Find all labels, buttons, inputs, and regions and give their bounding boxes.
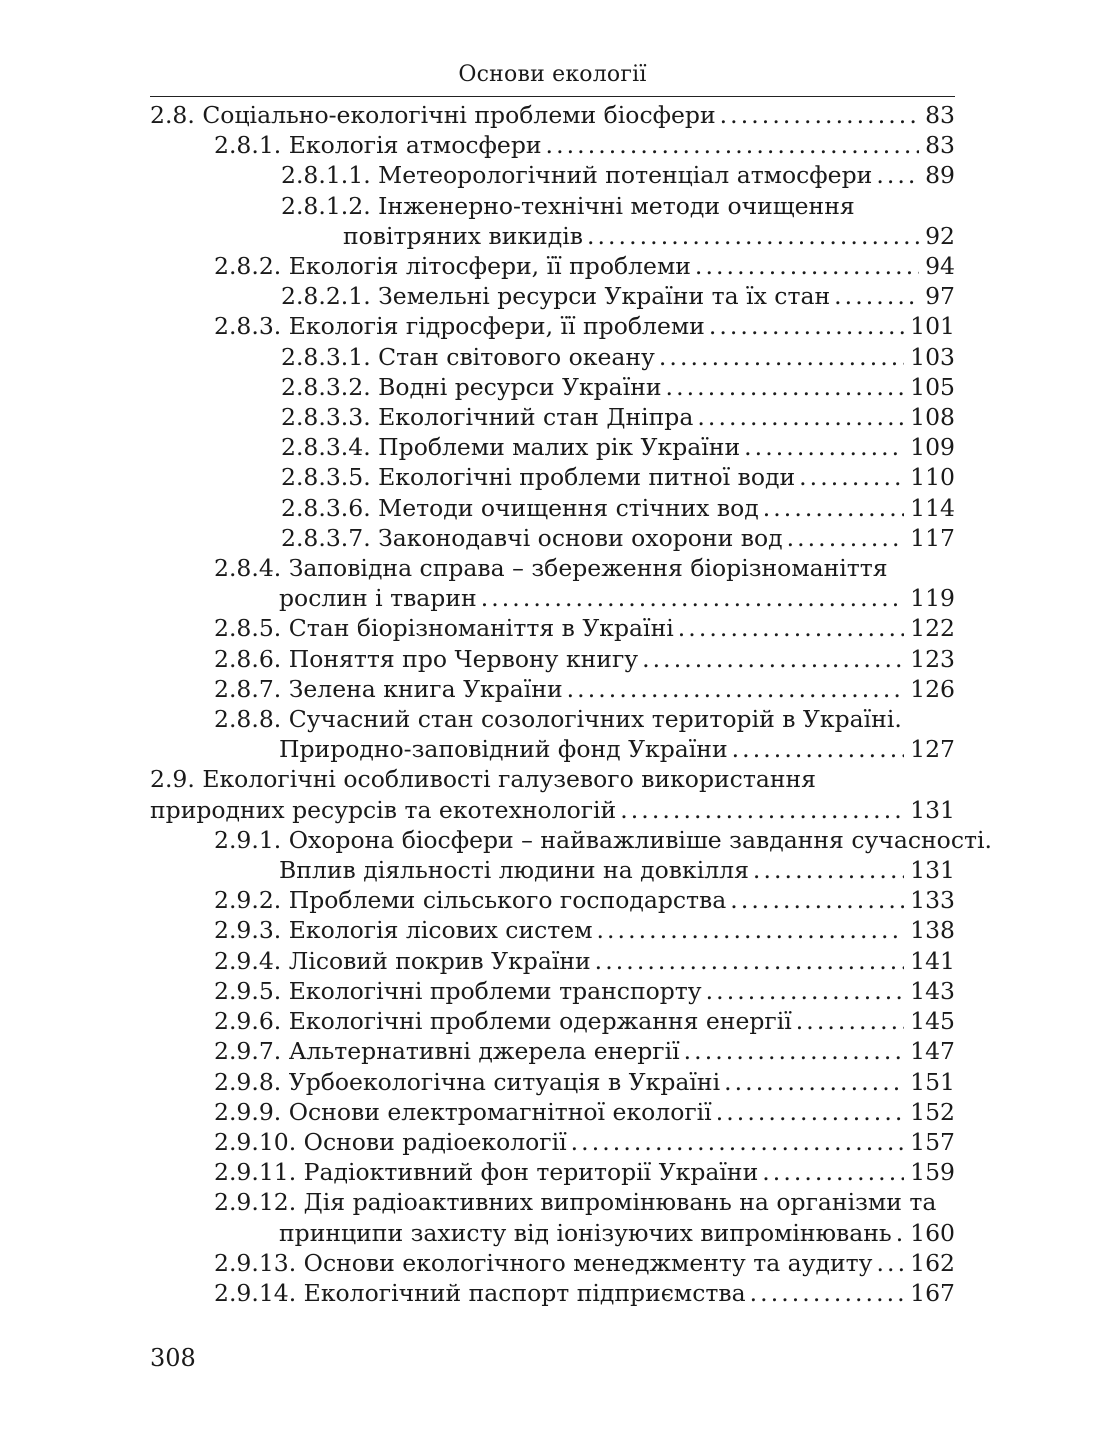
toc-entry	[150, 1006, 955, 1036]
toc-entry-title: 2.9.2. Проблеми сільського господарства	[214, 886, 727, 915]
toc-page-number: 131	[910, 856, 955, 885]
toc-entry	[150, 644, 955, 674]
toc-page-number: 159	[910, 1158, 955, 1187]
toc-page-number: 127	[910, 735, 955, 764]
toc-entry-title: 2.8.1.2. Інженерно-технічні методи очищення	[281, 191, 855, 220]
dot-leader	[876, 1248, 904, 1278]
toc-entry	[150, 946, 955, 976]
dot-leader	[481, 583, 904, 613]
dot-leader	[799, 462, 904, 492]
toc-entry-title: 2.8.3.6. Методи очищення стічних вод	[281, 493, 759, 522]
dot-leader	[896, 1218, 904, 1248]
dot-leader	[744, 432, 904, 462]
toc-page-number: 167	[910, 1278, 955, 1307]
toc-entry-title: 2.8.5. Стан біорізноманіття в Україні	[214, 614, 674, 643]
toc-entry-title: 2.9.14. Екологічний паспорт підприємства	[214, 1278, 746, 1307]
toc-entry	[150, 764, 955, 794]
toc-entry	[150, 704, 955, 734]
toc-entry	[150, 1248, 955, 1278]
toc-entry	[150, 915, 955, 945]
toc-page-number: 123	[910, 644, 955, 673]
toc-entry	[150, 342, 955, 372]
dot-leader	[730, 885, 904, 915]
toc-entry-continuation	[150, 795, 955, 825]
dot-leader	[796, 1006, 904, 1036]
toc-page-number: 94	[925, 252, 955, 281]
dot-leader	[834, 281, 919, 311]
toc-page-number: 151	[910, 1067, 955, 1096]
dot-leader	[720, 100, 919, 130]
table-of-contents	[150, 100, 992, 1308]
running-header: Основи екології	[458, 62, 647, 87]
toc-entry-continuation	[150, 855, 955, 885]
toc-entry-title: 2.8.3. Екологія гідросфери, її проблеми	[214, 312, 705, 341]
toc-entry	[150, 493, 955, 523]
toc-page-number: 101	[910, 312, 955, 341]
dot-leader	[684, 1036, 905, 1066]
toc-entry-title: 2.8.3.4. Проблеми малих рік України	[281, 433, 741, 462]
toc-entry-title: 2.9.11. Радіоктивний фон території України	[214, 1158, 759, 1187]
toc-entry-title-continuation: Вплив діяльності людини на довкілля	[279, 856, 749, 885]
toc-page-number: 89	[925, 161, 955, 190]
dot-leader	[706, 976, 905, 1006]
toc-entry	[150, 100, 955, 130]
toc-entry-title: 2.9.6. Екологічні проблеми одержання енергії	[214, 1007, 792, 1036]
toc-entry	[150, 432, 955, 462]
toc-entry-continuation	[150, 221, 955, 251]
dot-leader	[546, 130, 920, 160]
dot-leader	[697, 402, 904, 432]
dot-leader	[750, 1278, 905, 1308]
dot-leader	[659, 342, 904, 372]
toc-entry	[150, 825, 992, 855]
toc-entry-title: 2.9.13. Основи екологічного менеджменту та аудиту	[214, 1248, 873, 1277]
toc-page-number: 147	[910, 1037, 955, 1066]
toc-entry-continuation	[150, 1218, 955, 1248]
dot-leader	[596, 915, 904, 945]
toc-entry	[150, 976, 955, 1006]
toc-entry-title-continuation: Природно-заповідний фонд України	[279, 735, 728, 764]
toc-entry	[150, 1157, 955, 1187]
toc-page-number: 145	[910, 1007, 955, 1036]
toc-page-number: 83	[925, 131, 955, 160]
toc-entry-title: 2.9.7. Альтернативні джерела енергії	[214, 1037, 680, 1066]
toc-entry-title: 2.9.1. Охорона біосфери – найважливіше завдання сучасності.	[214, 825, 992, 854]
toc-entry	[150, 674, 955, 704]
toc-entry	[150, 372, 955, 402]
toc-entry-title: 2.9. Екологічні особливості галузевого використання	[150, 765, 816, 794]
toc-entry-title: 2.8.1.1. Метеорологічний потенціал атмосфери	[281, 161, 873, 190]
toc-page-number: 119	[910, 584, 955, 613]
toc-entry	[150, 885, 955, 915]
toc-page-number: 122	[910, 614, 955, 643]
toc-page-number: 157	[910, 1127, 955, 1156]
toc-page-number: 160	[910, 1218, 955, 1247]
dot-leader	[716, 1097, 904, 1127]
toc-entry	[150, 462, 955, 492]
dot-leader	[787, 523, 905, 553]
header-rule	[150, 96, 955, 97]
toc-entry	[150, 1067, 955, 1097]
toc-entry-title: 2.9.10. Основи радіоекології	[214, 1127, 567, 1156]
toc-entry	[150, 160, 955, 190]
toc-entry	[150, 1187, 955, 1217]
toc-entry-continuation	[150, 734, 955, 764]
toc-page-number: 152	[910, 1097, 955, 1126]
toc-page-number: 138	[910, 916, 955, 945]
toc-page-number: 114	[910, 493, 955, 522]
toc-entry	[150, 1036, 955, 1066]
toc-entry-title: 2.8.3.7. Законодавчі основи охорони вод	[281, 523, 783, 552]
toc-entry-title-continuation: принципи захисту від іонізуючих випромінювань	[279, 1218, 892, 1247]
toc-page-number: 103	[910, 342, 955, 371]
toc-entry-title: 2.8.8. Сучасний стан созологічних територій в Україні.	[214, 705, 902, 734]
toc-entry-title: 2.8.2. Екологія літосфери, її проблеми	[214, 252, 691, 281]
toc-entry-title: 2.8.6. Поняття про Червону книгу	[214, 644, 639, 673]
dot-leader	[695, 251, 919, 281]
toc-entry-title: 2.8.3.2. Водні ресурси України	[281, 372, 662, 401]
toc-page-number: 143	[910, 976, 955, 1005]
toc-entry	[150, 402, 955, 432]
toc-page-number: 117	[910, 523, 955, 552]
dot-leader	[709, 311, 904, 341]
toc-entry-title: 2.8.3.5. Екологічні проблеми питної води	[281, 463, 796, 492]
toc-entry-title: 2.8.3.1. Стан світового океану	[281, 342, 655, 371]
dot-leader	[642, 644, 904, 674]
toc-page-number: 110	[910, 463, 955, 492]
toc-entry-title-continuation: рослин і тварин	[279, 584, 477, 613]
toc-page-number: 83	[925, 101, 955, 129]
toc-entry-title: 2.9.8. Урбоекологічна ситуація в Україні	[214, 1067, 721, 1096]
dot-leader	[724, 1067, 904, 1097]
page-number: 308	[150, 1344, 196, 1372]
toc-entry-title: 2.9.3. Екологія лісових систем	[214, 916, 593, 945]
toc-page-number: 141	[910, 946, 955, 975]
toc-page-number: 131	[910, 795, 955, 824]
toc-entry	[150, 191, 955, 221]
toc-entry-title-continuation: повітряних викидів	[343, 221, 583, 250]
toc-entry	[150, 281, 955, 311]
toc-entry-title-continuation: природних ресурсів та екотехнологій	[150, 795, 617, 824]
dot-leader	[732, 734, 905, 764]
toc-page-number: 126	[910, 674, 955, 703]
toc-entry-title: 2.8.7. Зелена книга України	[214, 674, 563, 703]
dot-leader	[666, 372, 905, 402]
toc-entry	[150, 1278, 955, 1308]
toc-page-number: 109	[910, 433, 955, 462]
toc-entry-title: 2.8.3.3. Екологічний стан Дніпра	[281, 403, 694, 432]
toc-entry	[150, 613, 955, 643]
toc-page-number: 97	[925, 282, 955, 311]
toc-entry-title: 2.9.4. Лісовий покрив України	[214, 946, 591, 975]
toc-entry-title: 2.9.12. Дія радіоактивних випромінювань на організми та	[214, 1188, 937, 1217]
dot-leader	[762, 1157, 904, 1187]
toc-entry	[150, 130, 955, 160]
toc-entry	[150, 1097, 955, 1127]
dot-leader	[763, 493, 904, 523]
toc-entry	[150, 1127, 955, 1157]
toc-page-number: 162	[910, 1248, 955, 1277]
toc-entry	[150, 311, 955, 341]
dot-leader	[595, 946, 904, 976]
toc-entry	[150, 523, 955, 553]
toc-entry-title: 2.8.4. Заповідна справа – збереження біорізноманіття	[214, 554, 888, 583]
toc-entry-title: 2.9.9. Основи електромагнітної екології	[214, 1097, 712, 1126]
dot-leader	[753, 855, 904, 885]
toc-entry-title: 2.8. Соціально-екологічні проблеми біосфери	[150, 101, 716, 129]
toc-entry-title: 2.9.5. Екологічні проблеми транспорту	[214, 976, 702, 1005]
toc-page-number: 108	[910, 403, 955, 432]
dot-leader	[876, 160, 919, 190]
toc-entry	[150, 553, 955, 583]
toc-page-number: 133	[910, 886, 955, 915]
toc-entry-title: 2.8.2.1. Земельні ресурси України та їх стан	[281, 282, 831, 311]
toc-page-number: 92	[925, 221, 955, 250]
toc-entry	[150, 251, 955, 281]
toc-page-number: 105	[910, 372, 955, 401]
toc-entry-continuation	[150, 583, 955, 613]
toc-entry-title: 2.8.1. Екологія атмосфери	[214, 131, 542, 160]
dot-leader	[571, 1127, 905, 1157]
dot-leader	[678, 613, 904, 643]
dot-leader	[587, 221, 919, 251]
dot-leader	[620, 795, 904, 825]
dot-leader	[567, 674, 905, 704]
